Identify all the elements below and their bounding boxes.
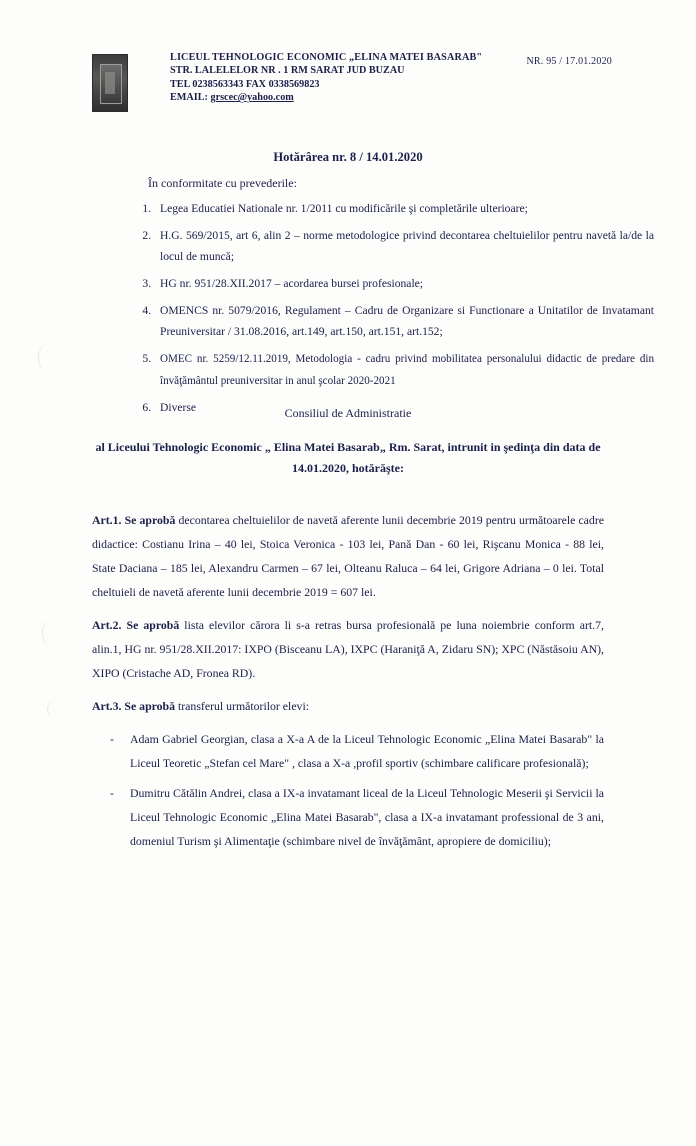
list-item: 3. HG nr. 951/28.XII.2017 – acordarea bursei profesionale; (154, 273, 654, 294)
article-1-text: decontarea cheltuielilor de navetă aferente lunii decembrie 2019 pentru următoarele cadre didactice: Costianu Irina – 40 lei, Stoica Veronica - 103 lei, Pană Dan - 60 lei, Rişcanu Monica - 88 lei, State Daciana – 185 lei, Alexandru Carmen – 67 lei, Olteanu Raluca – 64 lei, Grigore Adriana – 0 lei. Total cheltuieli de navetă aferente lunii decembrie 2019 = 607 lei. (92, 513, 604, 599)
article-3 (92, 694, 604, 718)
list-item: 6. Diverse (154, 397, 654, 418)
articles-section (92, 508, 604, 859)
list-item: 1. Legea Educatiei Nationale nr. 1/2011 cu modificările şi completările ulterioare; (154, 198, 654, 219)
list-item: - Adam Gabriel Georgian, clasa a X-a A de la Liceul Tehnologic Economic „Elina Matei Basarab" la Liceul Teoretic „Stefan cel Mare" , clasa a X-a ,profil sportiv (schimbare calificare profesională); (92, 727, 604, 775)
article-1 (92, 508, 604, 604)
transfer-list (92, 727, 604, 853)
school-address: STR. LALELELOR NR . 1 RM SARAT JUD BUZAU (170, 65, 405, 77)
school-name: LICEUL TEHNOLOGIC ECONOMIC „ELINA MATEI BASARAB" (170, 52, 483, 63)
council-name: Consiliul de Administratie (284, 406, 412, 420)
document-registration-number: NR. 95 / 17.01.2020 (526, 56, 612, 67)
email-address[interactable]: grscec@yahoo.com (210, 92, 294, 104)
intro-text: În conformitate cu prevederile: (148, 176, 297, 190)
article-3-label: Art.3. Se aprobă (92, 699, 176, 713)
email-label: EMAIL: (170, 92, 208, 104)
article-2-label: Art.2. Se aprobă (92, 618, 180, 632)
legal-basis-list (132, 198, 654, 424)
council-block (0, 406, 696, 479)
document-header (92, 52, 612, 112)
page-title: Hotărârea nr. 8 / 14.01.2020 (273, 150, 423, 164)
article-1-label: Art.1. Se aprobă (92, 513, 176, 527)
list-item (154, 348, 654, 392)
article-3-text: transferul următorilor elevi: (175, 699, 310, 713)
school-email-line (170, 92, 612, 104)
list-item: - Dumitru Cătălin Andrei, clasa a IX-a invatamant liceal de la Liceul Tehnologic Meserii şi Servicii la Liceul Tehnologic Economic „Elina Matei Basarab", clasa a IX-a invatamant professional de 3 ani, domeniul Turism şi Alimentaţie (schimbare nivel de învăţământ, apropiere de domiciliu); (92, 781, 604, 853)
article-2 (92, 613, 604, 685)
school-phone-fax: TEL 0238563343 FAX 0338569823 (170, 78, 320, 90)
list-item: 2. H.G. 569/2015, art 6, alin 2 – norme metodologice privind decontarea cheltuielilor pentru navetă la/de la locul de muncă; (154, 225, 654, 267)
article-2-text: lista elevilor cărora li s-a retras bursa profesională pe luna noiembrie conform art.7, alin.1, HG nr. 951/28.XII.2017: IXPO (Bisceanu LA), IXPC (Haraniţă A, Zidaru SN); XPC (Năstăsoiu AN), XIPO (Cristache AD, Fronea RD). (92, 618, 604, 680)
council-session-statement: al Liceului Tehnologic Economic „ Elina Matei Basarab„ Rm. Sarat, intrunit in şedinţa din data de 14.01.2020, hotărăşte: (95, 440, 601, 475)
list-item: 4. OMENCS nr. 5079/2016, Regulament – Cadru de Organizare si Functionare a Unitatilor de Invatamant Preuniversitar / 31.08.2016, art.149, art.150, art.151, art.152; (154, 300, 654, 342)
list-item-text: OMEC nr. 5259/12.11.2019, Metodologia - cadru privind mobilitatea personalului didactic de predare din învăţământul preuniversitar in anul şcolar 2020-2021 (160, 353, 654, 387)
school-building-logo-icon (92, 54, 128, 112)
